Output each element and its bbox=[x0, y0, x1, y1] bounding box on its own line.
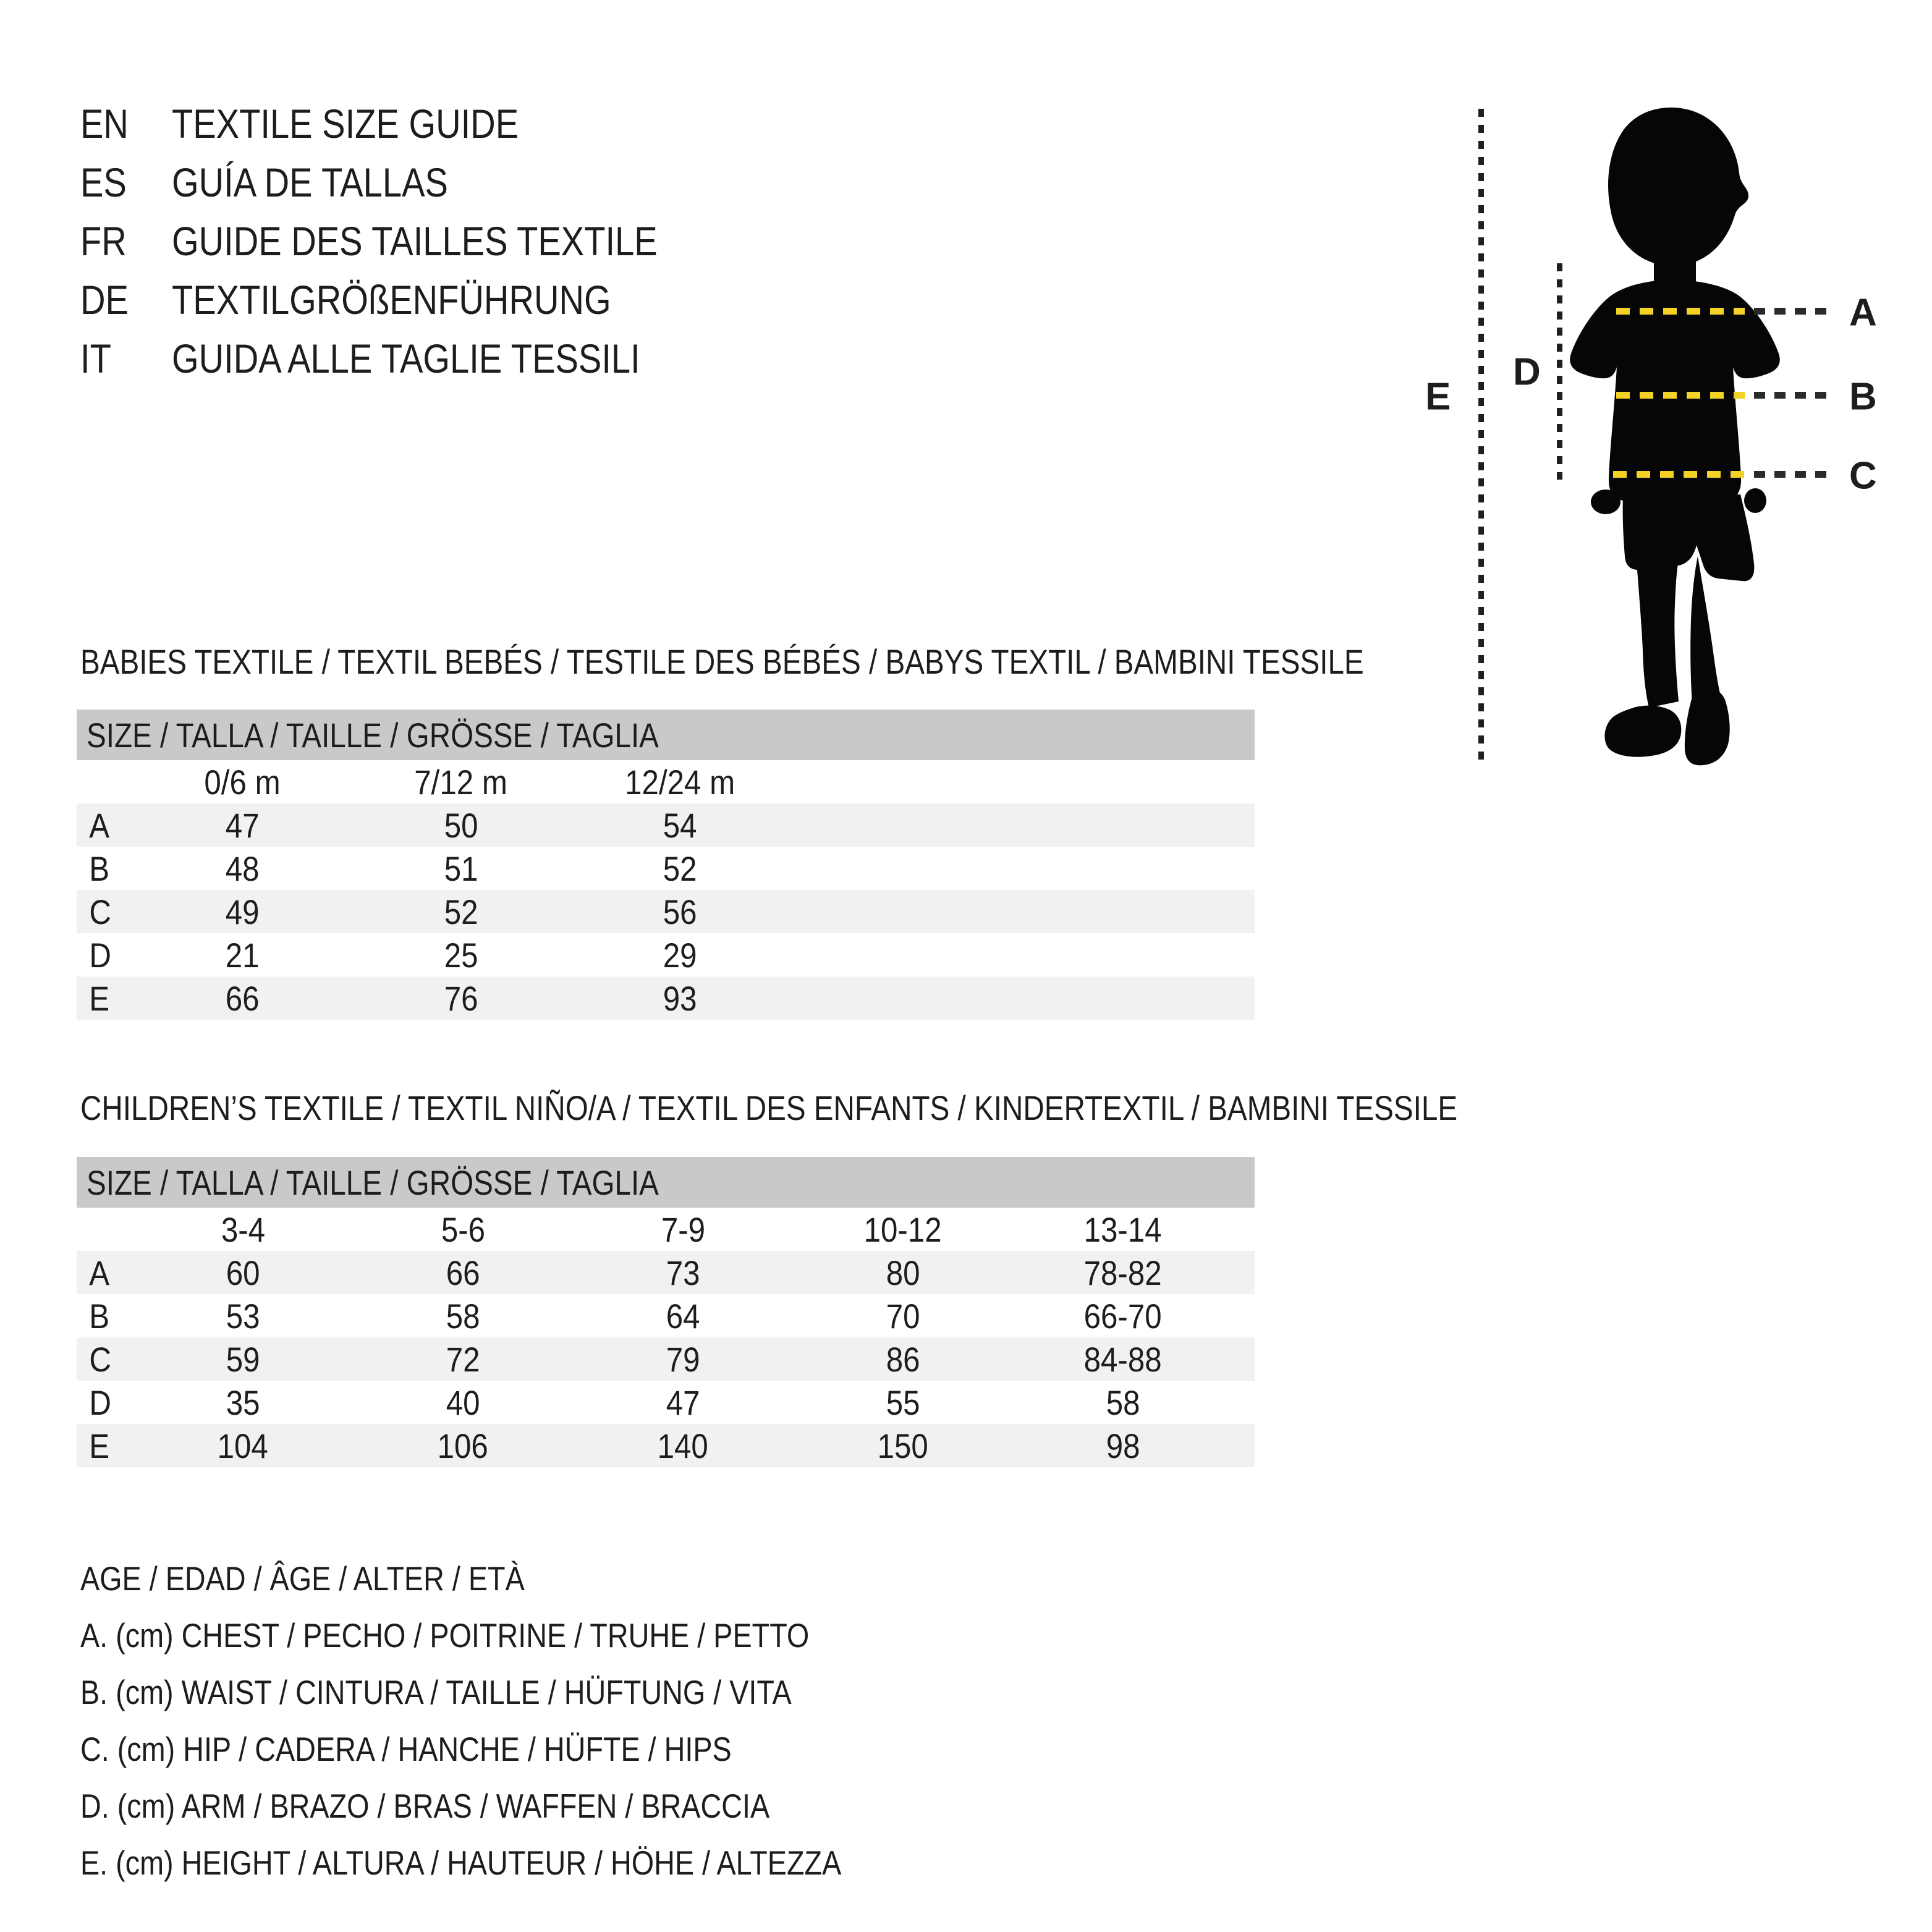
babies-row-d bbox=[77, 933, 1255, 977]
size-cell: 66 bbox=[446, 1253, 480, 1292]
waist-dash-dark bbox=[1754, 392, 1827, 399]
size-cell: 21 bbox=[225, 935, 260, 975]
size-cell: 76 bbox=[444, 978, 478, 1018]
size-cell: 40 bbox=[446, 1383, 480, 1422]
size-cell: 50 bbox=[444, 805, 478, 845]
lang-code: ES bbox=[80, 159, 127, 205]
legend-hip: C. (cm) HIP / CADERA / HANCHE / HÜFTE / HIPS bbox=[80, 1730, 732, 1768]
size-cell: 52 bbox=[444, 892, 478, 931]
lang-row-es bbox=[80, 153, 743, 211]
size-cell: 84-88 bbox=[1083, 1339, 1163, 1379]
size-cell: 52 bbox=[663, 849, 697, 888]
size-cell: 106 bbox=[437, 1426, 489, 1465]
size-cell: 55 bbox=[886, 1383, 920, 1422]
size-cell: 58 bbox=[446, 1296, 480, 1336]
size-cell: 140 bbox=[657, 1426, 709, 1465]
size-cell: 150 bbox=[877, 1426, 929, 1465]
size-cell: 53 bbox=[226, 1296, 260, 1336]
row-label: A bbox=[89, 1253, 110, 1292]
legend-chest: A. (cm) CHEST / PECHO / POITRINE / TRUHE / PETTO bbox=[80, 1616, 810, 1654]
measure-label-c: C bbox=[1849, 454, 1877, 498]
babies-column-header-row bbox=[77, 760, 1255, 803]
children-col-5-6: 5-6 bbox=[441, 1210, 485, 1249]
row-label: B bbox=[89, 1296, 110, 1336]
size-cell: 79 bbox=[666, 1339, 700, 1379]
babies-row-e bbox=[77, 977, 1255, 1020]
children-col-10-12: 10-12 bbox=[863, 1210, 943, 1249]
size-cell: 104 bbox=[217, 1426, 269, 1465]
size-cell: 56 bbox=[663, 892, 697, 931]
legend-arm: D. (cm) ARM / BRAZO / BRAS / WAFFEN / BRACCIA bbox=[80, 1787, 770, 1825]
measure-label-b: B bbox=[1849, 375, 1877, 418]
row-label: A bbox=[89, 805, 110, 845]
lang-code: FR bbox=[80, 218, 127, 264]
lang-code: DE bbox=[80, 276, 129, 323]
lang-title: GUÍA DE TALLAS bbox=[172, 159, 448, 205]
lang-row-en bbox=[80, 94, 743, 153]
children-size-table bbox=[77, 1157, 1255, 1467]
size-cell: 60 bbox=[226, 1253, 260, 1292]
size-cell: 64 bbox=[666, 1296, 700, 1336]
size-cell: 25 bbox=[444, 935, 478, 975]
size-cell: 49 bbox=[225, 892, 260, 931]
size-cell: 58 bbox=[1106, 1383, 1140, 1422]
lang-code: IT bbox=[80, 335, 111, 381]
babies-row-b bbox=[77, 847, 1255, 890]
size-cell: 80 bbox=[886, 1253, 920, 1292]
children-column-header-row bbox=[77, 1208, 1255, 1251]
lang-code: EN bbox=[80, 100, 129, 146]
size-cell: 51 bbox=[444, 849, 478, 888]
children-row-d bbox=[77, 1381, 1255, 1424]
size-cell: 47 bbox=[666, 1383, 700, 1422]
children-col-3-4: 3-4 bbox=[221, 1210, 265, 1249]
size-cell: 35 bbox=[226, 1383, 260, 1422]
size-cell: 48 bbox=[225, 849, 260, 888]
babies-row-c bbox=[77, 890, 1255, 933]
lang-title: TEXTILE SIZE GUIDE bbox=[172, 100, 519, 146]
measure-label-e: E bbox=[1425, 375, 1451, 418]
children-row-b bbox=[77, 1294, 1255, 1337]
size-cell: 86 bbox=[886, 1339, 920, 1379]
children-row-a bbox=[77, 1251, 1255, 1294]
babies-size-header-bar: SIZE / TALLA / TAILLE / GRÖSSE / TAGLIA bbox=[77, 710, 1255, 760]
chest-dash-yellow bbox=[1616, 308, 1745, 315]
children-col-13-14: 13-14 bbox=[1083, 1210, 1163, 1249]
size-cell: 73 bbox=[666, 1253, 700, 1292]
babies-col-0-6m: 0/6 m bbox=[204, 762, 281, 802]
lang-title: GUIDE DES TAILLES TEXTILE bbox=[172, 218, 658, 264]
size-cell: 98 bbox=[1106, 1426, 1140, 1465]
row-label: C bbox=[89, 892, 112, 931]
chest-dash-dark bbox=[1754, 308, 1827, 315]
babies-col-12-24m: 12/24 m bbox=[624, 762, 735, 802]
hip-dash-dark bbox=[1754, 471, 1827, 478]
children-col-7-9: 7-9 bbox=[661, 1210, 705, 1249]
size-cell: 72 bbox=[446, 1339, 480, 1379]
size-cell: 47 bbox=[225, 805, 260, 845]
measure-label-d: D bbox=[1513, 350, 1541, 394]
children-row-e bbox=[77, 1424, 1255, 1467]
row-label: D bbox=[89, 1383, 112, 1422]
lang-row-it bbox=[80, 329, 743, 388]
babies-size-table bbox=[77, 710, 1255, 1020]
size-cell: 54 bbox=[663, 805, 697, 845]
lang-title: TEXTILGRÖßENFÜHRUNG bbox=[172, 276, 611, 323]
size-cell: 66 bbox=[225, 978, 260, 1018]
row-label: C bbox=[89, 1339, 112, 1379]
children-row-c bbox=[77, 1337, 1255, 1381]
row-label: E bbox=[89, 978, 110, 1018]
babies-col-7-12m: 7/12 m bbox=[414, 762, 508, 802]
size-cell: 29 bbox=[663, 935, 697, 975]
hip-dash-yellow bbox=[1613, 471, 1745, 478]
lang-row-de bbox=[80, 270, 743, 329]
size-cell: 70 bbox=[886, 1296, 920, 1336]
row-label: B bbox=[89, 849, 110, 888]
waist-dash-yellow bbox=[1616, 392, 1745, 399]
size-cell: 66-70 bbox=[1083, 1296, 1163, 1336]
measure-label-a: A bbox=[1849, 291, 1877, 334]
row-label: D bbox=[89, 935, 112, 975]
children-size-header-bar: SIZE / TALLA / TAILLE / GRÖSSE / TAGLIA bbox=[77, 1157, 1255, 1208]
legend-age: AGE / EDAD / ÂGE / ALTER / ETÀ bbox=[80, 1559, 525, 1598]
babies-row-a bbox=[77, 803, 1255, 847]
legend-height: E. (cm) HEIGHT / ALTURA / HAUTEUR / HÖHE / ALTEZZA bbox=[80, 1844, 842, 1882]
babies-table-title: BABIES TEXTILE / TEXTIL BEBÉS / TESTILE DES BÉBÉS / BABYS TEXTIL / BAMBINI TESSILE bbox=[80, 642, 1364, 681]
lang-title: GUIDA ALLE TAGLIE TESSILI bbox=[172, 335, 640, 381]
lang-row-fr bbox=[80, 211, 743, 270]
children-table-title: CHILDREN’S TEXTILE / TEXTIL NIÑO/A / TEXTIL DES ENFANTS / KINDERTEXTIL / BAMBINI TESSILE bbox=[80, 1088, 1458, 1127]
size-cell: 93 bbox=[663, 978, 697, 1018]
measurement-legend bbox=[80, 1550, 976, 1891]
row-label: E bbox=[89, 1426, 110, 1465]
size-cell: 59 bbox=[226, 1339, 260, 1379]
legend-waist: B. (cm) WAIST / CINTURA / TAILLE / HÜFTUNG / VITA bbox=[80, 1673, 792, 1711]
arm-measure-dotted-line bbox=[1557, 263, 1562, 480]
size-cell: 78-82 bbox=[1083, 1253, 1163, 1292]
language-header bbox=[80, 94, 743, 388]
